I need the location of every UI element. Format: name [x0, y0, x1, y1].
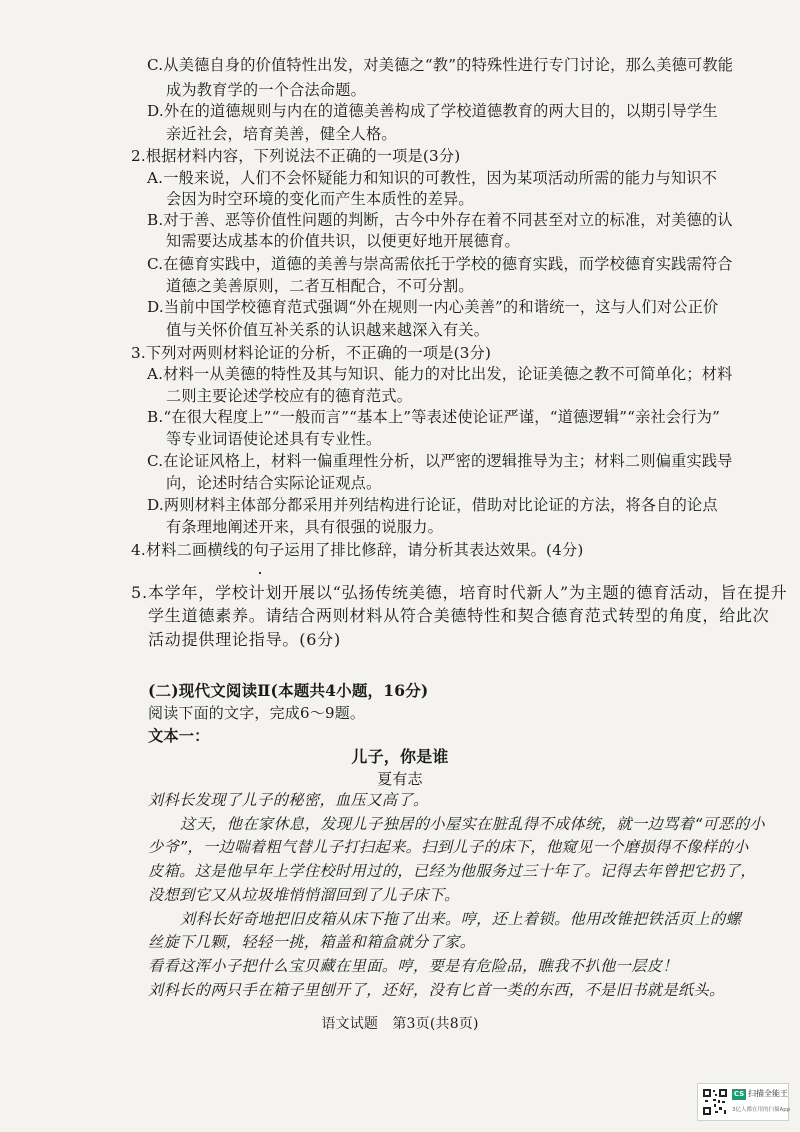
- story-paragraph-3-line2: 丝旋下几颗，轻轻一挑，箱盖和箱盒就分了家。: [148, 933, 476, 951]
- q3-option-c-line1: C.在论证风格上，材料一偏重理性分析，以严密的逻辑推导为主；材料二则偏重实践导: [147, 452, 733, 470]
- q2-option-b-line1: B.对于善、恶等价值性问题的判断，古今中外存在着不同甚至对立的标准，对美德的认: [147, 211, 733, 229]
- q5-line2: 学生道德素养。请结合两则材料从符合美德特性和契合德育范式转型的角度，给此次: [148, 606, 770, 625]
- story-paragraph-2-line4: 没想到它又从垃圾堆悄悄溜回到了儿子床下。: [148, 886, 460, 904]
- q2-option-d-line1: D.当前中国学校德育范式强调“外在规则一内心美善”的和谐统一，这与人们对公正价: [147, 298, 719, 316]
- scanner-tagline: 3亿人都在用的扫描App: [732, 1107, 791, 1113]
- story-title: 儿子，你是谁: [351, 747, 449, 766]
- story-paragraph-1: 刘科长发现了儿子的秘密，血压又高了。: [148, 791, 429, 809]
- section-heading: (二)现代文阅读Ⅱ(本题共4小题，16分): [148, 681, 429, 700]
- q3-option-a-line2: 二则主要论述学校应有的德育范式。: [166, 387, 413, 405]
- q2-option-a-line2: 会因为时空环境的变化而产生本质性的差异。: [166, 190, 474, 208]
- section-instruction: 阅读下面的文字，完成6～9题。: [148, 704, 366, 722]
- text-one-label: 文本一：: [148, 727, 210, 745]
- scanner-app-name: 扫描全能王: [748, 1089, 788, 1098]
- q1-option-c-line1: C.从美德自身的价值特性出发，对美德之“教”的特殊性进行专门讨论，那么美德可教能: [147, 56, 734, 74]
- q4-stem: 4.材料二画横线的句子运用了排比修辞，请分析其表达效果。(4分): [131, 541, 584, 559]
- q2-option-a-line1: A.一般来说，人们不会怀疑能力和知识的可教性，因为某项活动所需的能力与知识不: [147, 169, 718, 187]
- story-paragraph-3-line1: 刘科长好奇地把旧皮箱从床下拖了出来。哼，还上着锁。他用改锥把铁活页上的螺: [180, 910, 742, 928]
- q3-option-d-line2: 有条理地阐述开来，具有很强的说服力。: [166, 518, 443, 536]
- q3-option-b-line1: B.“在很大程度上”“一般而言”“基本上”等表述使论证严谨，“道德逻辑”“亲社会行为”: [147, 408, 721, 426]
- story-paragraph-2-line2: 少爷”，一边喘着粗气替儿子打扫起来。扫到儿子的床下，他窥见一个磨损得不像样的小: [148, 838, 749, 856]
- page-footer: 语文试题 第3页(共8页): [321, 1016, 479, 1032]
- q2-stem: 2.根据材料内容，下列说法不正确的一项是(3分): [131, 147, 461, 165]
- q3-option-a-line1: A.材料一从美德的特性及其与知识、能力的对比出发，论证美德之教不可简单化；材料: [147, 365, 733, 383]
- q1-option-c-line2: 成为教育学的一个合法命题。: [166, 81, 367, 99]
- q5-line3: 活动提供理论指导。(6分): [148, 630, 342, 649]
- story-paragraph-2-line3: 皮箱。这是他早年上学住校时用过的，已经为他服务过三十年了。记得去年曾把它扔了，: [148, 862, 756, 880]
- q1-option-d-line2: 亲近社会，培育美善，健全人格。: [166, 125, 397, 143]
- q1-option-d-line1: D.外在的道德规则与内在的道德美善构成了学校道德教育的两大目的，以期引导学生: [147, 102, 718, 120]
- story-paragraph-4: 看看这浑小子把什么宝贝藏在里面。哼，要是有危险品，瞧我不扒他一层皮！: [148, 957, 678, 975]
- story-author: 夏有志: [377, 770, 423, 788]
- q2-option-c-line2: 道德之美善原则，二者互相配合，不可分割。: [166, 277, 474, 295]
- stray-dot: [259, 572, 261, 574]
- q2-option-d-line2: 值与关怀价值互补关系的认识越来越深入有关。: [166, 321, 490, 339]
- q3-option-d-line1: D.两则材料主体部分都采用并列结构进行论证，借助对比论证的方法，将各自的论点: [147, 496, 718, 514]
- scanner-watermark: [697, 1083, 789, 1121]
- story-paragraph-5: 刘科长的两只手在箱子里刨开了，还好，没有匕首一类的东西，不是旧书就是纸头。: [148, 981, 725, 999]
- q5-line1: 5.本学年，学校计划开展以“弘扬传统美德，培育时代新人”为主题的德育活动，旨在提升: [131, 583, 788, 602]
- q3-option-b-line2: 等专业词语使论述具有专业性。: [166, 430, 382, 448]
- q2-option-c-line1: C.在德育实践中，道德的美善与崇高需依托于学校的德育实践，而学校德育实践需符合: [147, 255, 733, 273]
- q3-stem: 3.下列对两则材料论证的分析，不正确的一项是(3分): [131, 344, 492, 362]
- scanner-logo-icon: CS: [733, 1090, 745, 1098]
- qr-code-icon: [702, 1088, 728, 1116]
- q3-option-c-line2: 向，论述时结合实际论证观点。: [166, 474, 382, 492]
- story-paragraph-2-line1: 这天，他在家休息，发现儿子独居的小屋实在脏乱得不成体统，就一边骂着“可恶的小: [180, 815, 766, 833]
- q2-option-b-line2: 知需要达成基本的价值共识，以便更好地开展德育。: [166, 232, 520, 250]
